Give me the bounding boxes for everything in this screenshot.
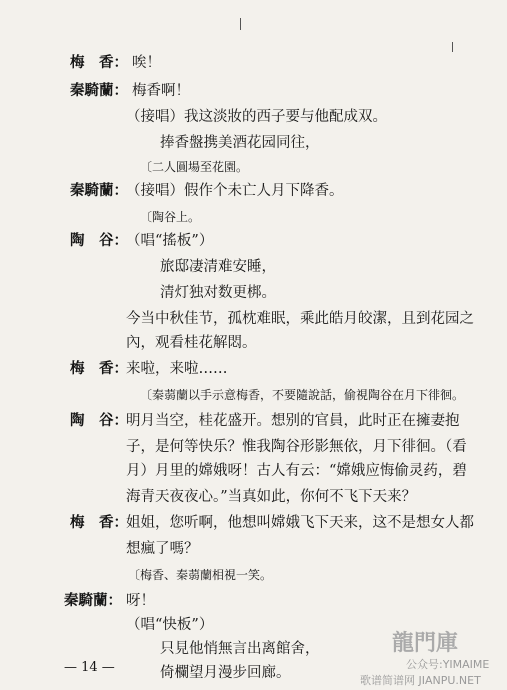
direction-text: 〔二人圓場至花園。 bbox=[140, 160, 249, 174]
line-text: 捧香盤携美酒花园同往， bbox=[160, 135, 320, 151]
line-text: 来啦，来啦…… bbox=[126, 361, 228, 377]
direction-text: 〔陶谷上。 bbox=[140, 210, 201, 224]
speaker-label: 陶 谷： bbox=[70, 232, 128, 249]
speaker-label: 陶 谷： bbox=[70, 412, 128, 429]
line-text: 只見他悄無言出离館舍， bbox=[160, 641, 320, 657]
line-text: 今当中秋佳节，孤枕难眠，乘此皓月皎潔，且到花园之 bbox=[126, 311, 474, 327]
line-text: 梅香啊！ bbox=[132, 83, 190, 99]
line-text: （接唱）我这淡妝的西子要与他配成双。 bbox=[126, 109, 387, 125]
speaker-label: 秦騎蘭： bbox=[70, 182, 128, 199]
line-text: 明月当空，桂花盛开。想别的官員，此时正在擁妻抱 bbox=[126, 413, 460, 429]
line-text: 想瘋了嗎？ bbox=[126, 541, 199, 557]
scan-mark bbox=[240, 18, 241, 30]
line-text: 內，观看桂花解悶。 bbox=[126, 335, 257, 351]
speaker-label: 梅 香： bbox=[70, 360, 128, 377]
speaker-label: 秦騎蘭： bbox=[64, 592, 122, 609]
line-text: 唉！ bbox=[132, 55, 161, 71]
line-text: 倚欄望月漫步回廊。 bbox=[160, 665, 291, 681]
line-text: 清灯独对数更梆。 bbox=[160, 285, 276, 301]
line-text: 月）月里的嫦娥呀！古人有云：“嫦娥应悔偷灵药，碧 bbox=[126, 463, 467, 479]
line-text: （接唱）假作个未亡人月下降香。 bbox=[126, 183, 344, 199]
line-text: （唱“快板”） bbox=[126, 617, 214, 633]
line-text: 呀！ bbox=[126, 593, 155, 609]
speaker-label: 秦騎蘭： bbox=[70, 82, 128, 99]
watermark-site: 歌谱简谱网 JIANPU.NET bbox=[360, 674, 481, 687]
line-text: 子，是何等快乐？惟我陶谷形影無依，月下徘徊。（看 bbox=[126, 439, 467, 455]
watermark-wechat: 公众号:YIMAIME bbox=[406, 658, 490, 671]
line-text: （唱“搖板”） bbox=[126, 233, 214, 249]
speaker-label: 梅 香： bbox=[70, 54, 128, 71]
watermark-logo: 龍門庫 bbox=[392, 631, 459, 656]
speaker-label: 梅 香： bbox=[70, 514, 128, 531]
page-number: — 14 — bbox=[64, 660, 115, 675]
direction-text: 〔梅香、秦蒻蘭相視一笑。 bbox=[128, 568, 273, 582]
line-text: 旅邸凄清难安睡， bbox=[160, 259, 276, 275]
scan-mark bbox=[452, 42, 453, 52]
line-text: 姐姐，您听啊，他想叫嫦娥飞下天来，这不是想女人都 bbox=[126, 515, 474, 531]
line-text: 海青天夜夜心。”当真如此，你何不飞下天来？ bbox=[126, 489, 417, 505]
direction-text: 〔秦蒻蘭以手示意梅香，不要隨說話，偷視陶谷在月下徘徊。 bbox=[140, 388, 465, 402]
